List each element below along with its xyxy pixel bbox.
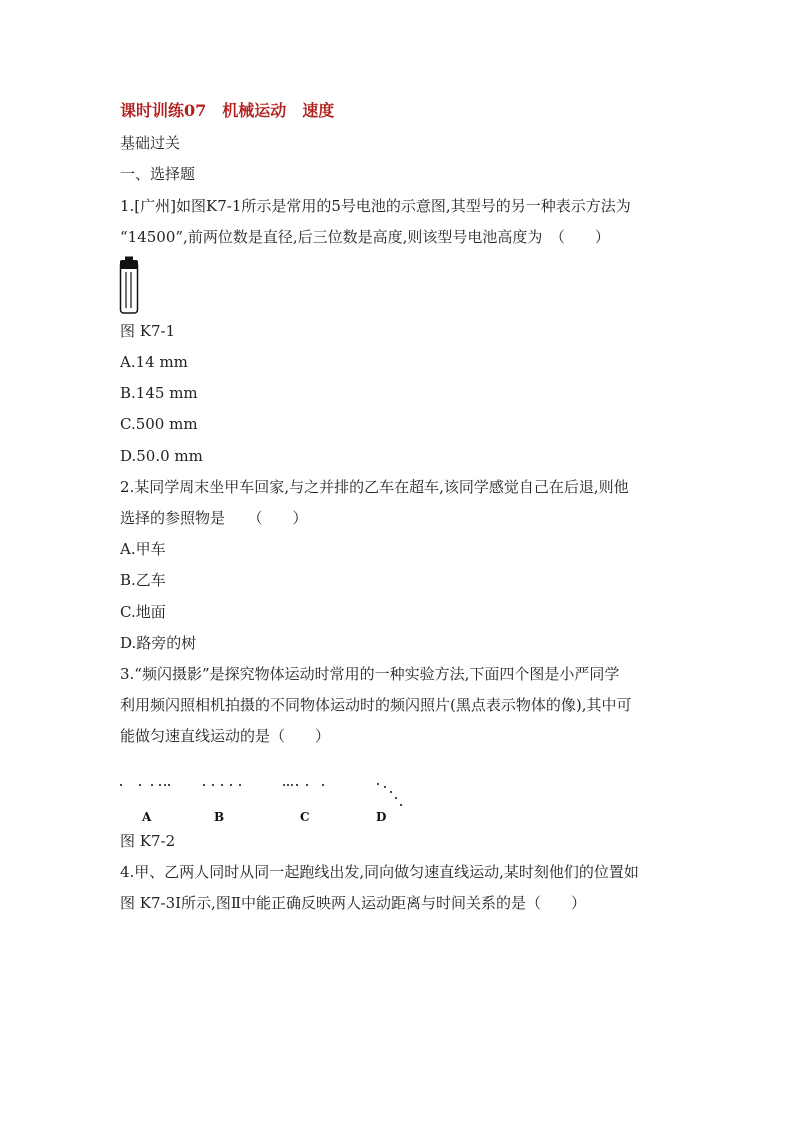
question-2-option-c: C.地面 <box>120 603 166 621</box>
question-1-line-1: 1.[广州]如图K7-1所示是常用的5号电池的示意图,其型号的另一种表示方法为 <box>120 197 631 215</box>
part-heading: 一、选择题 <box>120 165 196 183</box>
question-3-line-1: 3.“频闪摄影”是探究物体运动时常用的一种实验方法,下面四个图是小严同学 <box>120 665 620 683</box>
question-2-option-b: B.乙车 <box>120 571 166 589</box>
section-heading: 基础过关 <box>120 134 181 152</box>
strobe-label-a: A <box>142 810 152 824</box>
question-2-option-d: D.路旁的树 <box>120 634 197 652</box>
strobe-label-d: D <box>376 810 387 824</box>
question-3-line-3: 能做匀速直线运动的是（ ） <box>120 727 331 745</box>
question-4-line-2: 图 K7-3Ⅰ所示,图Ⅱ中能正确反映两人运动距离与时间关系的是（ ） <box>120 894 587 912</box>
figure-k7-2-caption: 图 K7-2 <box>120 832 176 850</box>
question-1-option-d: D.50.0 mm <box>120 447 203 465</box>
question-1-option-c: C.500 mm <box>120 415 198 433</box>
question-1-option-a: A.14 mm <box>120 353 188 371</box>
question-1-option-b: B.145 mm <box>120 384 198 402</box>
page-title: 课时训练07 机械运动 速度 <box>120 101 335 120</box>
question-3-line-2: 利用频闪照相机拍摄的不同物体运动时的频闪照片(黑点表示物体的像),其中可 <box>120 696 632 714</box>
question-2-line-1: 2.某同学周末坐甲车回家,与之并排的乙车在超车,该同学感觉自己在后退,则他 <box>120 478 629 496</box>
question-2-line-2: 选择的参照物是 （ ） <box>120 509 308 527</box>
strobe-label-c: C <box>300 810 310 824</box>
question-2-option-a: A.甲车 <box>120 540 166 558</box>
strobe-label-b: B <box>214 810 225 824</box>
question-4-line-1: 4.甲、乙两人同时从同一起跑线出发,同向做匀速直线运动,某时刻他们的位置如 <box>120 863 639 881</box>
question-1-line-2: “14500”,前两位数是直径,后三位数是高度,则该型号电池高度为 （ ） <box>120 228 610 246</box>
figure-k7-1-caption: 图 K7-1 <box>120 322 176 340</box>
